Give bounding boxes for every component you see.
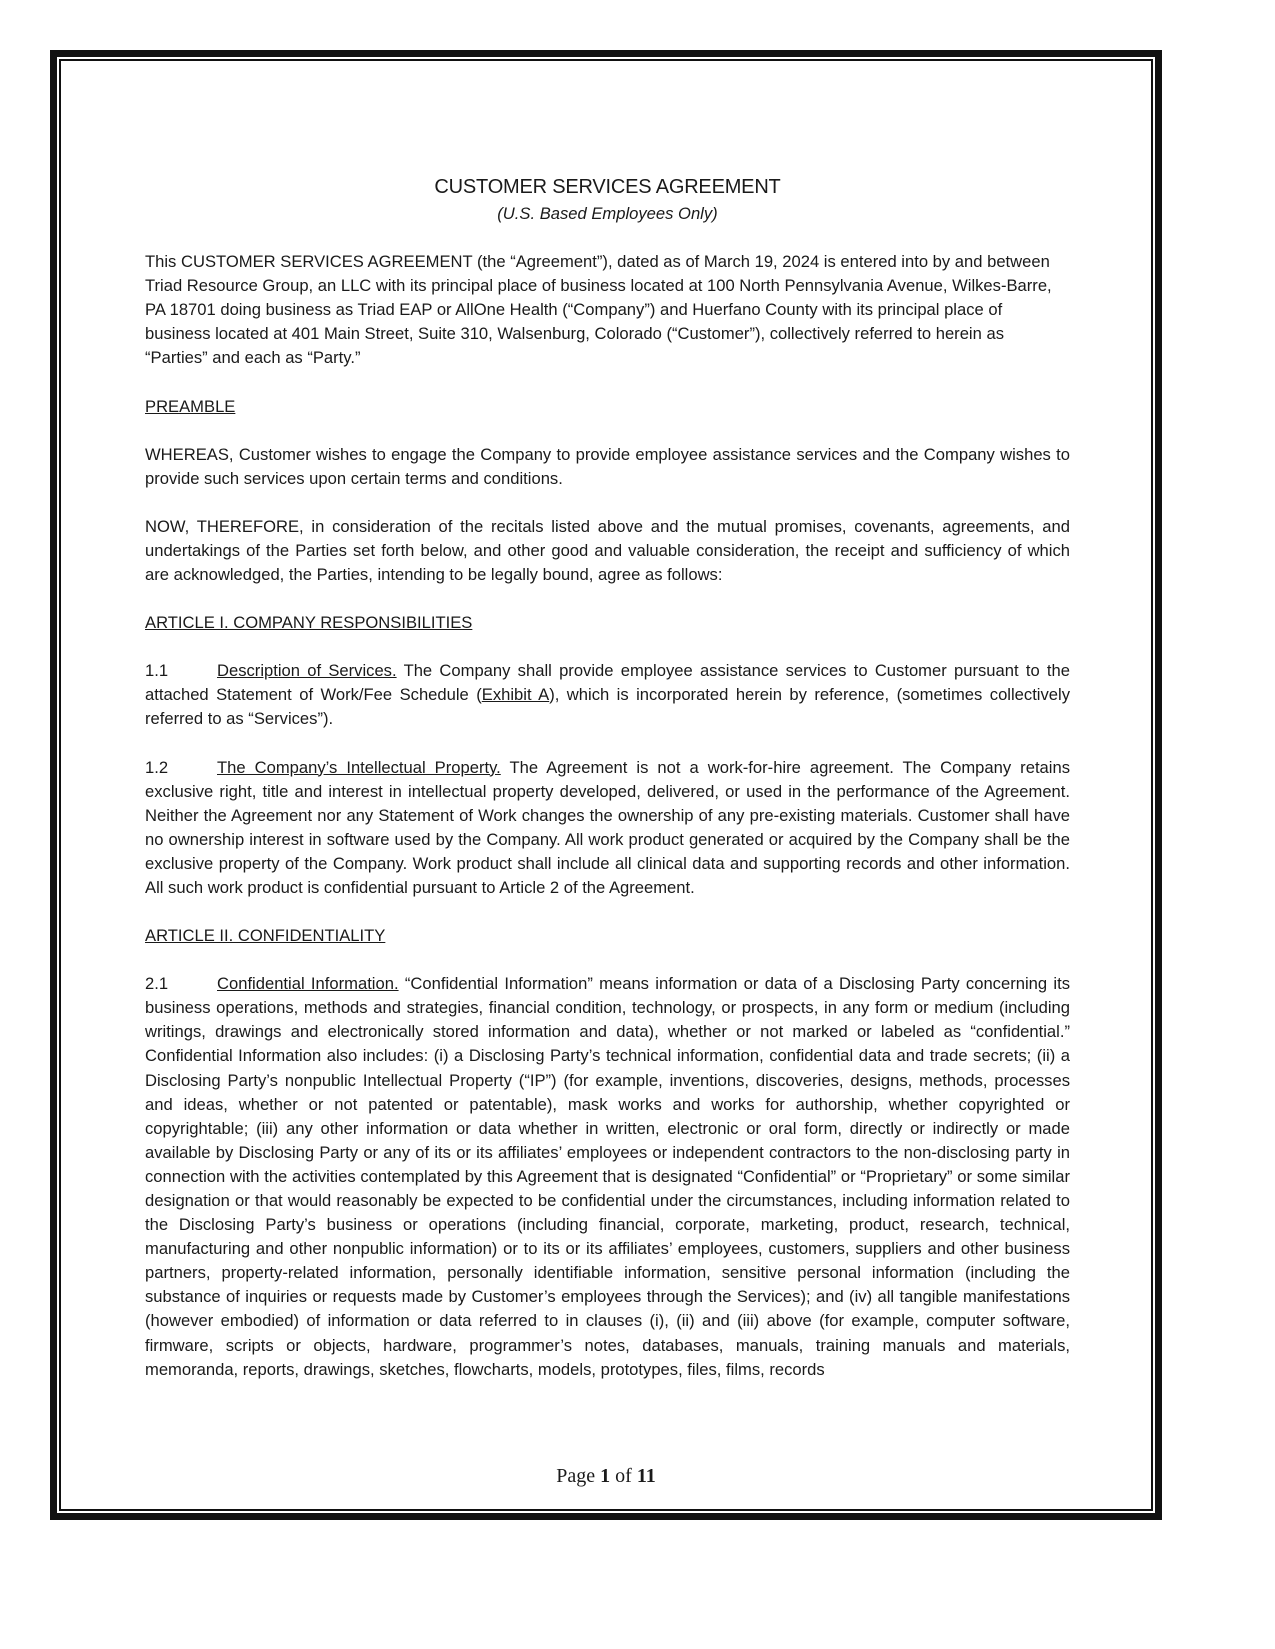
article-1-heading: ARTICLE I. COMPANY RESPONSIBILITIES [145, 613, 473, 633]
now-therefore-label: NOW, THEREFORE, [145, 516, 304, 536]
preamble-heading: PREAMBLE [145, 396, 236, 416]
whereas-text: Customer wishes to engage the Company to provide employee assistance services and the Company wishes to provide such services upon certain terms and conditions. [145, 444, 1070, 488]
section-1-1-text-b: ), which is incorporated herein by reference, (sometimes collectively referred to as “Services”). [145, 685, 1071, 729]
document-subtitle: (U.S. Based Employees Only) [497, 204, 718, 223]
intro-paragraph [145, 250, 1070, 370]
intro-text: (the “Agreement”), dated as of March 19, 2024 is entered into by and between Triad Resource Group, an LLC with its principal place of business located at 100 North Pennsylvania Avenue, Wilkes-Barre, PA 18701 doing business as Triad EAP or AllOne Health (“Company”) and Huerfano County with its principal place of business located at 401 Main Street, Suite 310, Walsenburg, Colorado (“Customer”), collectively referred to herein as “Parties” and each as “Party.” [145, 252, 1052, 368]
section-2-1-title: Confidential Information. [217, 974, 399, 994]
section-1-2-title: The Company’s Intellectual Property. [217, 757, 501, 777]
page-current: 1 [600, 1465, 611, 1487]
now-therefore-paragraph [145, 515, 1070, 587]
document-body [145, 172, 1070, 1406]
section-2-1 [145, 972, 1070, 1382]
section-1-2 [145, 756, 1070, 901]
section-1-1-number: 1.1 [145, 661, 169, 681]
of-word: of [615, 1465, 632, 1487]
document-title: CUSTOMER SERVICES AGREEMENT [434, 176, 781, 198]
section-1-2-number: 1.2 [145, 757, 169, 777]
now-therefore-text: in consideration of the recitals listed above and the mutual promises, covenants, agreements, and undertakings of the Parties set forth below, and other good and valuable consideration, the receipt and sufficiency of which are acknowledged, the Parties, intending to be legally bound, agree as follows: [145, 516, 1070, 585]
page-footer [0, 1465, 1212, 1488]
whereas-label: WHEREAS, [145, 444, 234, 464]
exhibit-a-link[interactable]: Exhibit A [481, 685, 550, 705]
page-word: Page [556, 1465, 596, 1487]
section-2-1-text: “Confidential Information” means information or data of a Disclosing Party concerning its business operations, methods and strategies, financial condition, technology, or prospects, in any form or medium (including writings, drawings and electronically stored information and data), whether or not marked or labeled as “confidential.” Confidential Information also includes: (i) a Disclosing Party’s technical information, confidential data and trade secrets; (ii) a Disclosing Party’s nonpublic Intellectual Property (“IP”) (for example, inventions, discoveries, designs, methods, processes and ideas, whether or not patented or patentable), mask works and works for authorship, whether copyrighted or copyrightable; (iii) any other information or data whether in written, electronic or oral form, directly or indirectly or made available by Disclosing Party or any of its or its affiliates’ employees or independent contractors to the non-disclosing party in connection with the activities contemplated by this Agreement that is designated “Confidential” or “Proprietary” or some similar designation or that would reasonably be expected to be confidential under the circumstances, including information related to the Disclosing Party’s business or operations (including financial, corporate, marketing, product, research, technical, manufacturing and other nonpublic information) or to its or its affiliates’ employees, customers, suppliers and other business partners, property-related information, personally identifiable information, sensitive personal information (including the substance of inquiries or requests made by Customer’s employees through the Services); and (iv) all tangible manifestations (however embodied) of information or data referred to in clauses (i), (ii) and (iii) above (for example, computer software, firmware, scripts or objects, hardware, programmer’s notes, databases, manuals, training manuals and materials, memoranda, reports, drawings, sketches, flowcharts, models, prototypes, files, films, records [145, 974, 1070, 1379]
section-1-2-text: The Agreement is not a work-for-hire agreement. The Company retains exclusive right, title and interest in intellectual property developed, delivered, or used in the performance of the Agreement. Neither the Agreement nor any Statement of Work changes the ownership of any pre-existing materials. Customer shall have no ownership interest in software used by the Company. All work product generated or acquired by the Company shall be the exclusive property of the Company. Work product shall include all clinical data and supporting records and other information. All such work product is confidential pursuant to Article 2 of the Agreement. [145, 757, 1070, 897]
section-1-1 [145, 659, 1070, 731]
section-1-1-title: Description of Services. [217, 661, 397, 681]
intro-prefix: This [145, 252, 177, 272]
section-1-1-text-a: The Company shall provide employee assistance services to Customer pursuant to the attached Statement of Work/Fee Schedule ( [145, 661, 1070, 705]
page-total: 11 [636, 1465, 656, 1487]
intro-agreement-name: CUSTOMER SERVICES AGREEMENT [180, 252, 473, 272]
whereas-paragraph [145, 443, 1070, 491]
section-2-1-number: 2.1 [145, 974, 169, 994]
article-2-heading: ARTICLE II. CONFIDENTIALITY [145, 926, 386, 946]
